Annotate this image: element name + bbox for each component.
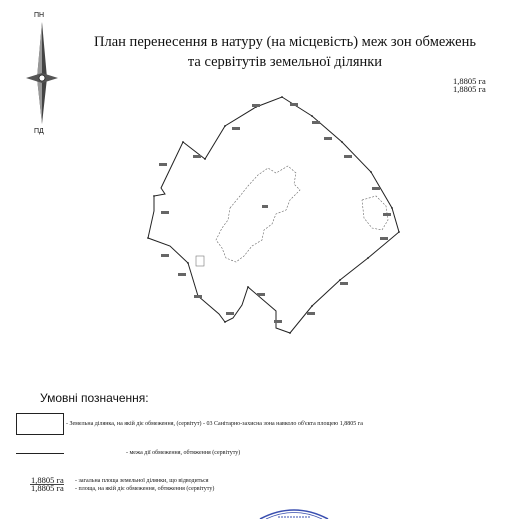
building-outline [216, 166, 300, 262]
legend-plot-text: - Земельна ділянка, на якій діє обмеження, (сервітут) - 03 Санітарно-захисна зона навколо об'єкта площею 1,8805 га [66, 421, 363, 427]
legend-area-restricted-text: - площа, на якій діє обмеження, обтяження (сервітуту) [75, 486, 215, 492]
legend-area-divider [30, 484, 64, 485]
document-title-line-2: та сервітутів земельної ділянки [187, 54, 383, 70]
official-stamp [258, 507, 330, 519]
legend-area-restricted-value: 1,8805 га [31, 483, 64, 493]
total-area-value: 1,8805 га [453, 76, 486, 86]
legend-area-total-value: 1,8805 га [31, 475, 64, 485]
small-structure [196, 256, 204, 266]
legend-heading: Умовні позначення: [40, 391, 149, 405]
document-title-line-1: План перенесення в натуру (на місцевість) меж зон обмежень [94, 34, 476, 50]
boundary-measurement-marks [159, 103, 391, 323]
compass-north-label: ПН [34, 12, 45, 19]
restricted-area-value: 1,8805 га [453, 84, 486, 94]
legend-boundary-text: - межа дії обмеження, обтяження (сервітуту) [126, 450, 241, 456]
legend-boundary-line [16, 453, 64, 454]
legend-area-total-text: - загальна площа земельної ділянки, що відводиться [75, 478, 209, 484]
land-plot-boundary [148, 97, 399, 333]
legend-plot-swatch [16, 413, 64, 435]
compass-south-label: ПД [34, 128, 44, 135]
